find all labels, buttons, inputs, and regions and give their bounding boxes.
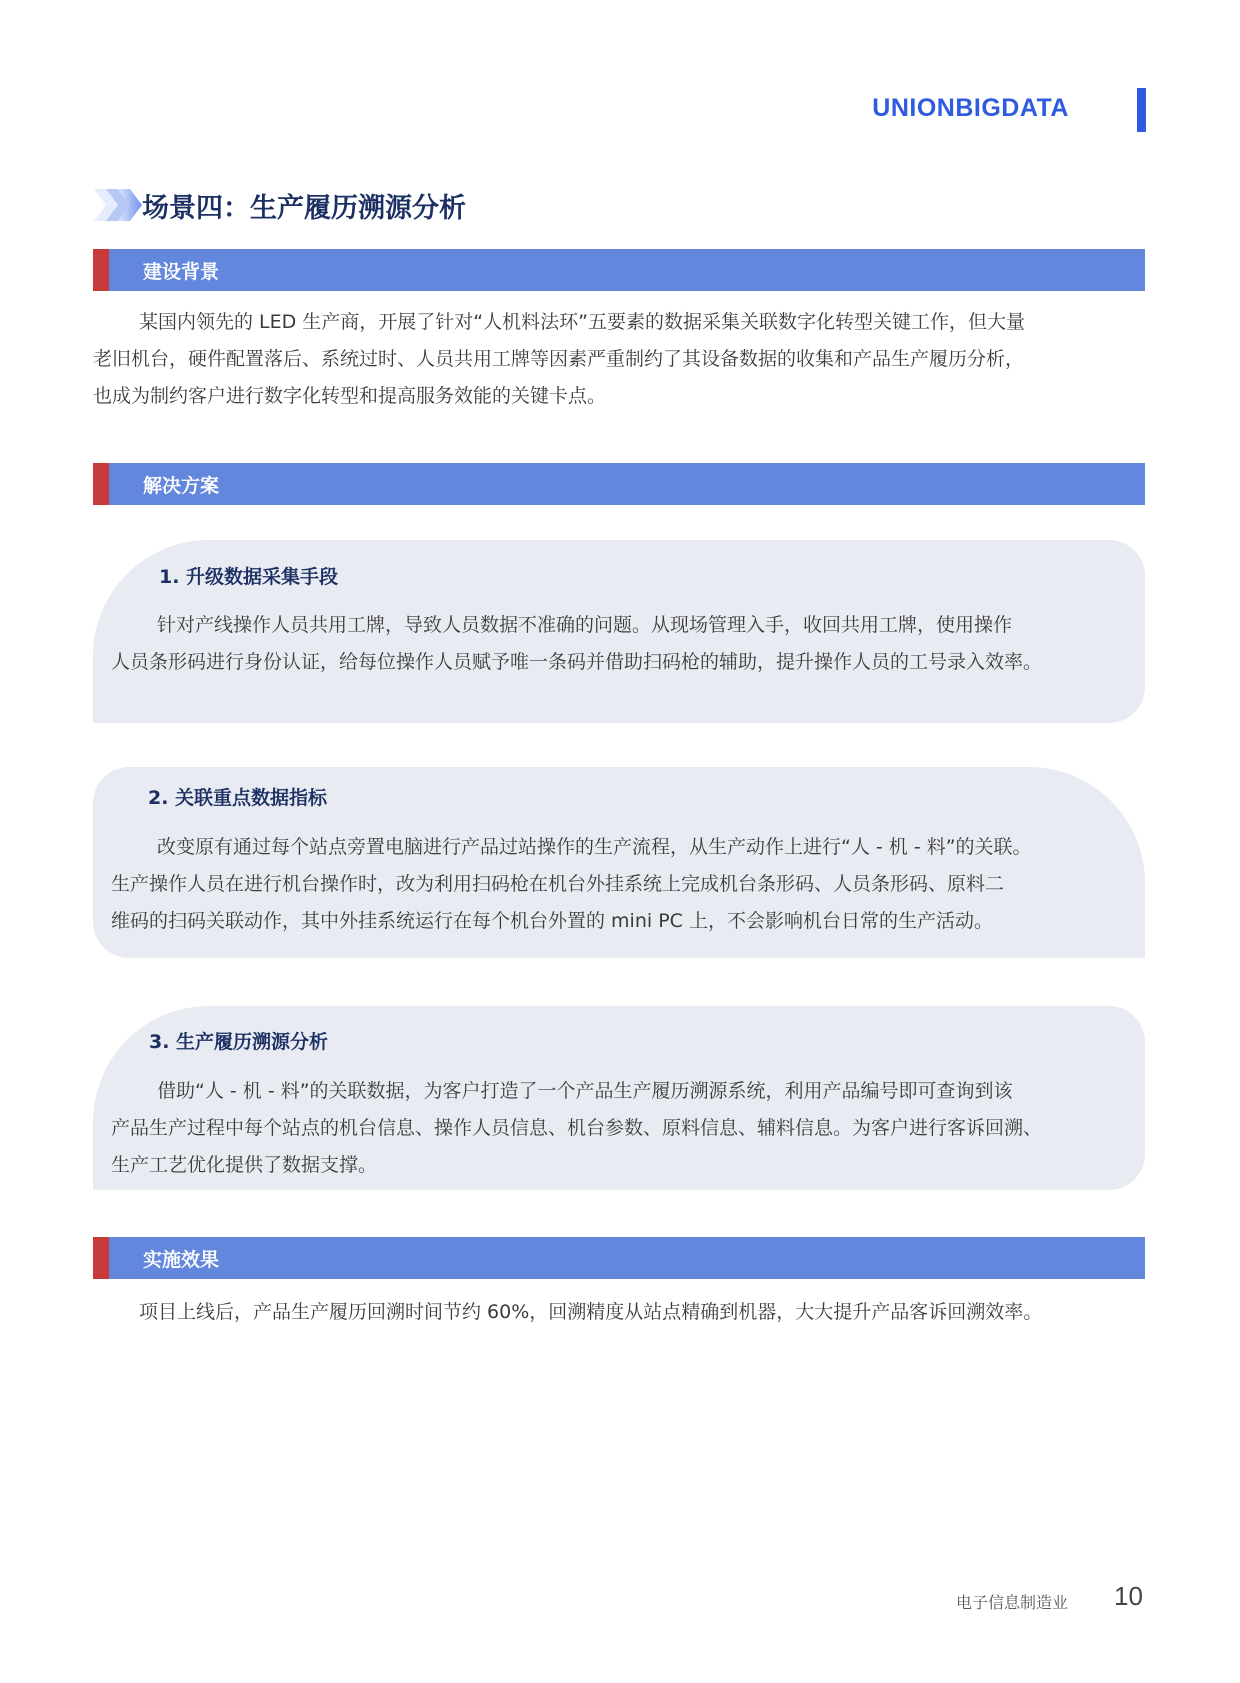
chevron-arrows-icon <box>92 183 144 227</box>
card-line: 产品生产过程中每个站点的机台信息、操作人员信息、机台参数、原料信息、辅料信息。为客户进行客诉回溯、 <box>111 1117 1043 1139</box>
solution-card-3 <box>93 1006 1145 1190</box>
card-body <box>111 829 1137 940</box>
solution-card-2 <box>93 767 1145 958</box>
section-header-background <box>93 249 1145 291</box>
brand-accent-bar <box>1137 88 1146 132</box>
background-paragraph <box>93 304 1145 415</box>
section-header-solution <box>93 463 1145 505</box>
card-line: 维码的扫码关联动作，其中外挂系统运行在每个机台外置的 mini PC 上，不会影响机台日常的生产活动。 <box>111 910 993 932</box>
footer-category: 电子信息制造业 <box>956 1593 1069 1612</box>
paragraph-line: 项目上线后，产品生产履历回溯时间节约 60%，回溯精度从站点精确到机器，大大提升产品客诉回溯效率。 <box>139 1301 1043 1323</box>
page-title: 场景四：生产履历溯源分析 <box>142 193 466 224</box>
card-line: 生产工艺优化提供了数据支撑。 <box>111 1154 378 1176</box>
card-line: 改变原有通过每个站点旁置电脑进行产品过站操作的生产流程，从生产动作上进行“人 - 机 - 料”的关联。 <box>157 836 1032 858</box>
card-line: 针对产线操作人员共用工牌，导致人员数据不准确的问题。从现场管理入手，收回共用工牌，使用操作 <box>157 614 1013 636</box>
paragraph-line: 老旧机台，硬件配置落后、系统过时、人员共用工牌等因素严重制约了其设备数据的收集和产品生产履历分析， <box>93 348 1025 370</box>
card-title: 3. 生产履历溯源分析 <box>149 1031 329 1053</box>
section-header-result <box>93 1237 1145 1279</box>
card-line: 借助“人 - 机 - 料”的关联数据，为客户打造了一个产品生产履历溯源系统，利用产品编号即可查询到该 <box>157 1080 1013 1102</box>
card-title: 2. 关联重点数据指标 <box>148 787 328 809</box>
section-accent <box>93 463 109 505</box>
card-line: 生产操作人员在进行机台操作时，改为利用扫码枪在机台外挂系统上完成机台条形码、人员条形码、原料二 <box>111 873 1005 895</box>
section-label: 解决方案 <box>143 475 220 497</box>
card-body <box>111 607 1137 681</box>
section-accent <box>93 1237 109 1279</box>
section-label: 建设背景 <box>143 261 220 283</box>
section-label: 实施效果 <box>143 1249 220 1271</box>
card-line: 人员条形码进行身份认证，给每位操作人员赋予唯一条码并借助扫码枪的辅助，提升操作人员的工号录入效率。 <box>111 651 1043 673</box>
paragraph-line: 也成为制约客户进行数字化转型和提高服务效能的关键卡点。 <box>93 385 607 407</box>
section-accent <box>93 249 109 291</box>
brand-logo-text: UNIONBIGDATA <box>872 94 1069 122</box>
result-paragraph <box>93 1294 1145 1331</box>
card-body <box>111 1073 1137 1184</box>
card-title: 1. 升级数据采集手段 <box>159 566 339 588</box>
page-number: 10 <box>1114 1581 1143 1611</box>
solution-card-1 <box>93 540 1145 723</box>
paragraph-line: 某国内领先的 LED 生产商，开展了针对“人机料法环”五要素的数据采集关联数字化转型关键工作，但大量 <box>139 311 1025 333</box>
